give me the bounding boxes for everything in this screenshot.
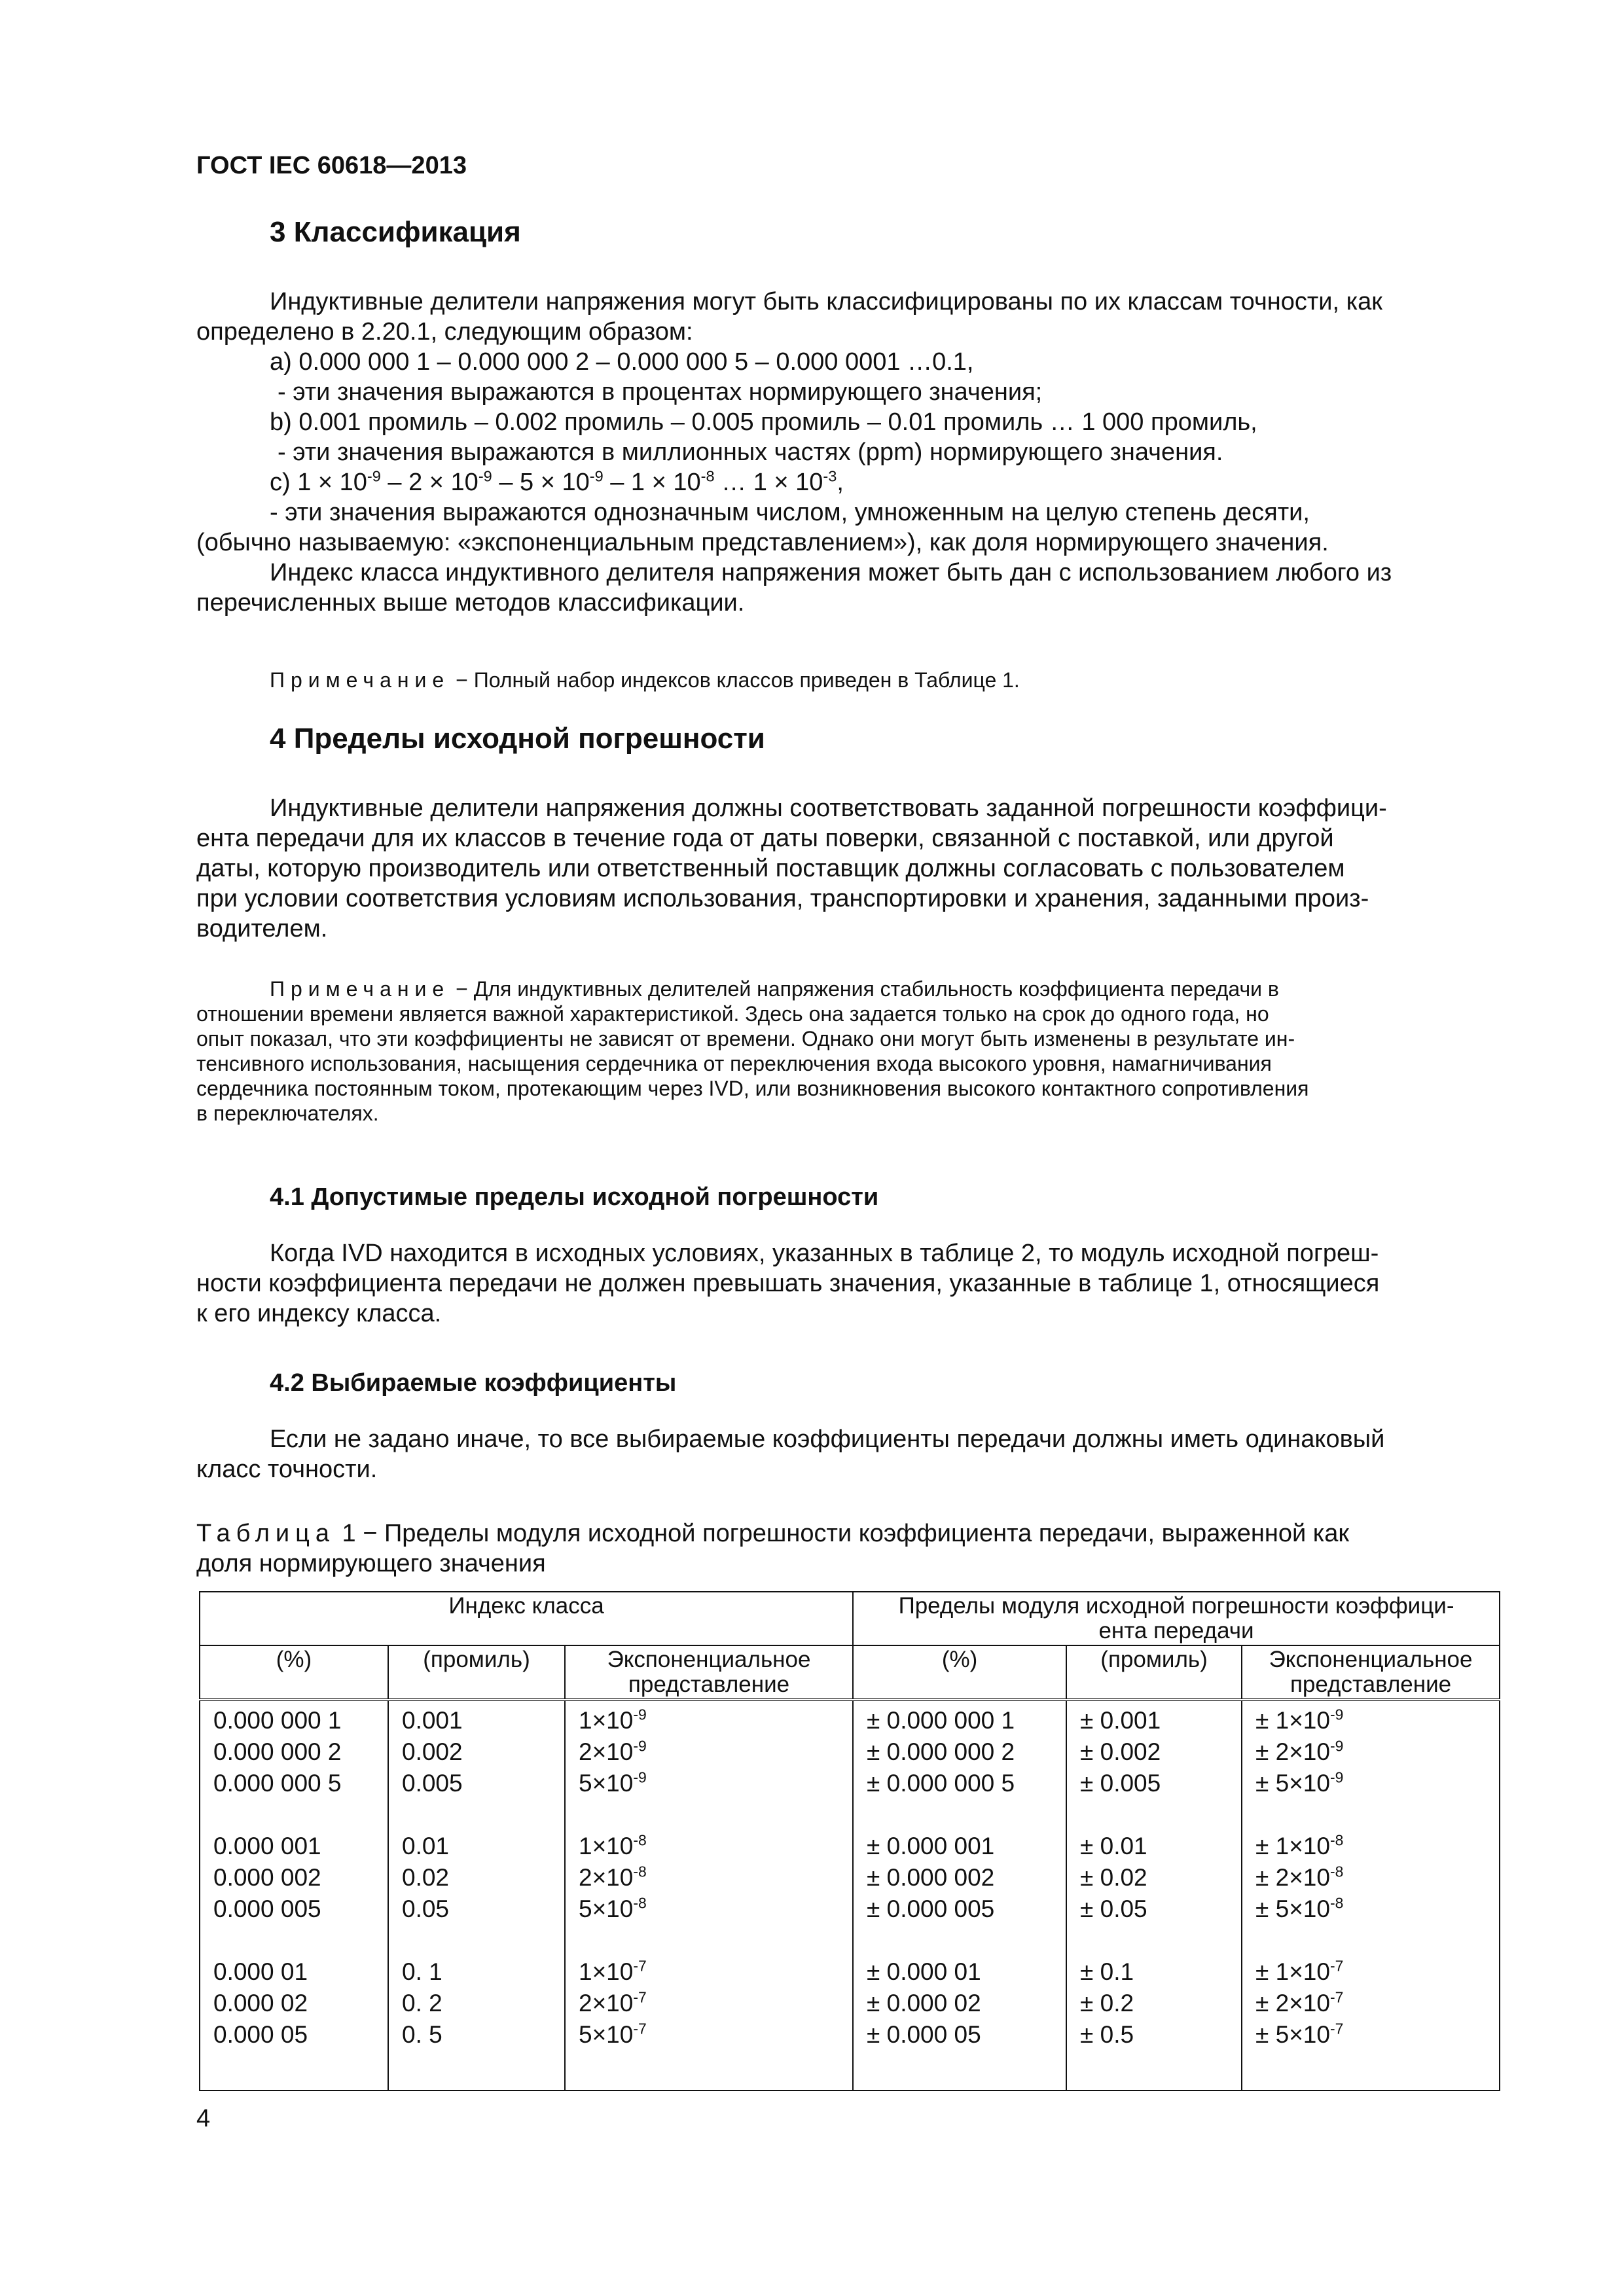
cell-class-percent: 0.000 05 xyxy=(200,2019,388,2090)
table-row xyxy=(200,1862,1500,1893)
cell-limit-percent: ± 0.000 05 xyxy=(853,2019,1066,2090)
header-percent: (%) xyxy=(200,1645,388,1700)
page-number: 4 xyxy=(196,2105,211,2132)
cell-limit-percent: ± 0.000 000 5 xyxy=(853,1768,1066,1799)
note-line: в переключателях. xyxy=(196,1102,379,1125)
section-4-1-title: 4.1 Допустимые пределы исходной погрешности xyxy=(270,1183,879,1211)
table-row xyxy=(200,1768,1500,1799)
cell-class-percent: 0.000 000 5 xyxy=(200,1768,388,1799)
note-line: отношении времени является важной характеристикой. Здесь она задается только на срок до одного года, но xyxy=(196,1002,1269,1026)
section-3-body xyxy=(196,287,1499,618)
cell-limit-ppm: ± 0.2 xyxy=(1066,1988,1242,2019)
section-4-title: 4 Пределы исходной погрешности xyxy=(270,723,765,755)
table-1 xyxy=(199,1591,1500,2091)
cell-limit-ppm: ± 0.02 xyxy=(1066,1862,1242,1893)
cell-class-ppm: 0.02 xyxy=(388,1862,565,1893)
cell-class-percent: 0.000 002 xyxy=(200,1862,388,1893)
cell-limit-exponential: ± $2\times 10^{-8}$ xyxy=(1242,1862,1500,1893)
note-text: − Полный набор индексов классов приведен в Таблице 1. xyxy=(450,668,1020,692)
list-item-a: a) 0.000 000 1 – 0.000 000 2 – 0.000 000 5 – 0.000 0001 …0.1, xyxy=(270,348,974,376)
cell-limit-ppm: ± 0.5 xyxy=(1066,2019,1242,2090)
cell-class-exponential: $2\times 10^{-8}$ xyxy=(565,1862,853,1893)
cell-limit-ppm: ± 0.1 xyxy=(1066,1925,1242,1988)
table-1-caption xyxy=(196,1518,1499,1579)
list-item-c-note: - эти значения выражаются однозначным числом, умноженным на целую степень десяти, xyxy=(270,499,1310,526)
text-line: Если не задано иначе, то все выбираемые коэффициенты передачи должны иметь одинаковый xyxy=(270,1426,1385,1453)
cell-limit-percent: ± 0.000 001 xyxy=(853,1799,1066,1862)
header-exponential: Экспоненциальное представление xyxy=(565,1645,853,1700)
text-line: определено в 2.20.1, следующим образом: xyxy=(196,318,693,346)
cell-class-ppm: 0.005 xyxy=(388,1768,565,1799)
header-class-index: Индекс класса xyxy=(200,1592,853,1645)
cell-limit-exponential: ± $5\times 10^{-7}$ xyxy=(1242,2019,1500,2090)
cell-class-ppm: 0. 5 xyxy=(388,2019,565,2090)
table-header-row xyxy=(200,1592,1500,1645)
table-row xyxy=(200,1700,1500,1736)
cell-limit-percent: ± 0.000 002 xyxy=(853,1862,1066,1893)
cell-limit-exponential: ± $5\times 10^{-8}$ xyxy=(1242,1893,1500,1925)
cell-limit-percent: ± 0.000 02 xyxy=(853,1988,1066,2019)
cell-class-exponential: $5\times 10^{-9}$ xyxy=(565,1768,853,1799)
text-line: (обычно называемую: «экспоненциальным представлением»), как доля нормирующего значения. xyxy=(196,529,1329,556)
header-ppm: (промиль) xyxy=(388,1645,565,1700)
cell-limit-exponential: ± $2\times 10^{-7}$ xyxy=(1242,1988,1500,2019)
header-ppm: (промиль) xyxy=(1066,1645,1242,1700)
table-row xyxy=(200,1893,1500,1925)
cell-limit-exponential: ± $1\times 10^{-7}$ xyxy=(1242,1925,1500,1988)
cell-limit-exponential: ± $2\times 10^{-9}$ xyxy=(1242,1736,1500,1768)
section-4-note xyxy=(196,977,1499,1126)
cell-class-exponential: $5\times 10^{-7}$ xyxy=(565,2019,853,2090)
cell-class-exponential: $2\times 10^{-9}$ xyxy=(565,1736,853,1768)
text-line: Когда IVD находится в исходных условиях, указанных в таблице 2, то модуль исходной погреш- xyxy=(270,1240,1379,1267)
list-item-b-note: - эти значения выражаются в миллионных частях (ppm) нормирующего значения. xyxy=(278,439,1223,466)
cell-class-ppm: 0. 1 xyxy=(388,1925,565,1988)
cell-class-ppm: 0.002 xyxy=(388,1736,565,1768)
note-label: Примечание xyxy=(270,977,450,1001)
table-row xyxy=(200,1799,1500,1862)
text-line: водителем. xyxy=(196,915,328,942)
cell-limit-exponential: ± $1\times 10^{-8}$ xyxy=(1242,1799,1500,1862)
list-item-c: c) $1 \times 10^{-9} - 2 \times 10^{-9} - 5 \times 10^{-9} - 1 \times 10^{-8}$ … $1 \times 10^{-3}$, xyxy=(270,467,844,496)
cell-class-percent: 0.000 000 2 xyxy=(200,1736,388,1768)
cell-limit-ppm: ± 0.01 xyxy=(1066,1799,1242,1862)
cell-limit-percent: ± 0.000 000 2 xyxy=(853,1736,1066,1768)
cell-class-percent: 0.000 000 1 xyxy=(200,1700,388,1736)
text-line: даты, которую производитель или ответственный поставщик должны согласовать с пользователем xyxy=(196,855,1345,882)
text-line: перечисленных выше методов классификации. xyxy=(196,589,745,617)
text-line: ента передачи для их классов в течение года от даты поверки, связанной с поставкой, или другой xyxy=(196,825,1334,852)
note-line: опыт показал, что эти коэффициенты не зависят от времени. Однако они могут быть изменены в результате ин- xyxy=(196,1027,1295,1050)
text-line: Индекс класса индуктивного делителя напряжения может быть дан с использованием любого из xyxy=(270,559,1392,586)
table-row xyxy=(200,2019,1500,2090)
table-subheader-row xyxy=(200,1645,1500,1700)
cell-limit-ppm: ± 0.002 xyxy=(1066,1736,1242,1768)
note-label: Примечание xyxy=(270,668,450,692)
cell-limit-exponential: ± $5\times 10^{-9}$ xyxy=(1242,1768,1500,1799)
cell-class-percent: 0.000 001 xyxy=(200,1799,388,1862)
cell-class-ppm: 0.001 xyxy=(388,1700,565,1736)
cell-limit-ppm: ± 0.05 xyxy=(1066,1893,1242,1925)
cell-class-exponential: $2\times 10^{-7}$ xyxy=(565,1988,853,2019)
cell-class-exponential: $1\times 10^{-7}$ xyxy=(565,1925,853,1988)
cell-limit-percent: ± 0.000 000 1 xyxy=(853,1700,1066,1736)
list-item-a-note: - эти значения выражаются в процентах нормирующего значения; xyxy=(278,378,1043,406)
section-4-body xyxy=(196,793,1499,944)
section-4-2-body xyxy=(196,1424,1499,1484)
section-4-2-title: 4.2 Выбираемые коэффициенты xyxy=(270,1369,677,1397)
text-line: Индуктивные делители напряжения должны соответствовать заданной погрешности коэффици- xyxy=(270,795,1387,822)
header-error-limits: Пределы модуля исходной погрешности коэффици- ента передачи xyxy=(853,1592,1500,1645)
caption-label: Таблица xyxy=(196,1520,335,1547)
table-row xyxy=(200,1736,1500,1768)
cell-class-exponential: $1\times 10^{-8}$ xyxy=(565,1799,853,1862)
caption-line: доля нормирующего значения xyxy=(196,1550,546,1577)
cell-class-ppm: 0.01 xyxy=(388,1799,565,1862)
cell-limit-ppm: ± 0.001 xyxy=(1066,1700,1242,1736)
cell-class-exponential: $1\times 10^{-9}$ xyxy=(565,1700,853,1736)
note-line: тенсивного использования, насыщения сердечника от переключения входа высокого уровня, намагничивания xyxy=(196,1052,1272,1075)
cell-limit-percent: ± 0.000 005 xyxy=(853,1893,1066,1925)
section-3-title: 3 Классификация xyxy=(270,216,521,248)
header-percent: (%) xyxy=(853,1645,1066,1700)
cell-class-ppm: 0.05 xyxy=(388,1893,565,1925)
cell-limit-percent: ± 0.000 01 xyxy=(853,1925,1066,1988)
text-line: к его индексу класса. xyxy=(196,1300,442,1327)
cell-limit-ppm: ± 0.005 xyxy=(1066,1768,1242,1799)
header-exponential: Экспоненциальное представление xyxy=(1242,1645,1500,1700)
list-item-b: b) 0.001 промиль – 0.002 промиль – 0.005 промиль – 0.01 промиль … 1 000 промиль, xyxy=(270,408,1257,436)
caption-text: 1 − Пределы модуля исходной погрешности коэффициента передачи, выраженной как xyxy=(335,1520,1350,1547)
cell-class-ppm: 0. 2 xyxy=(388,1988,565,2019)
cell-limit-exponential: ± $1\times 10^{-9}$ xyxy=(1242,1700,1500,1736)
cell-class-percent: 0.000 02 xyxy=(200,1988,388,2019)
document-header: ГОСТ IEC 60618—2013 xyxy=(196,152,467,179)
text-line: Индуктивные делители напряжения могут быть классифицированы по их классам точности, как xyxy=(270,288,1382,315)
note-line: сердечника постоянным током, протекающим через IVD, или возникновения высокого контактного сопротивления xyxy=(196,1077,1309,1100)
cell-class-percent: 0.000 01 xyxy=(200,1925,388,1988)
text-line: ности коэффициента передачи не должен превышать значения, указанные в таблице 1, относящиеся xyxy=(196,1270,1380,1297)
table-row xyxy=(200,1988,1500,2019)
section-3-note xyxy=(196,668,1499,692)
cell-class-exponential: $5\times 10^{-8}$ xyxy=(565,1893,853,1925)
note-text: − Для индуктивных делителей напряжения стабильность коэффициента передачи в xyxy=(450,977,1279,1001)
text-line: при условии соответствия условиям использования, транспортировки и хранения, заданными произ- xyxy=(196,885,1369,912)
table-row xyxy=(200,1925,1500,1988)
section-4-1-body xyxy=(196,1238,1499,1329)
cell-class-percent: 0.000 005 xyxy=(200,1893,388,1925)
text-line: класс точности. xyxy=(196,1456,378,1483)
